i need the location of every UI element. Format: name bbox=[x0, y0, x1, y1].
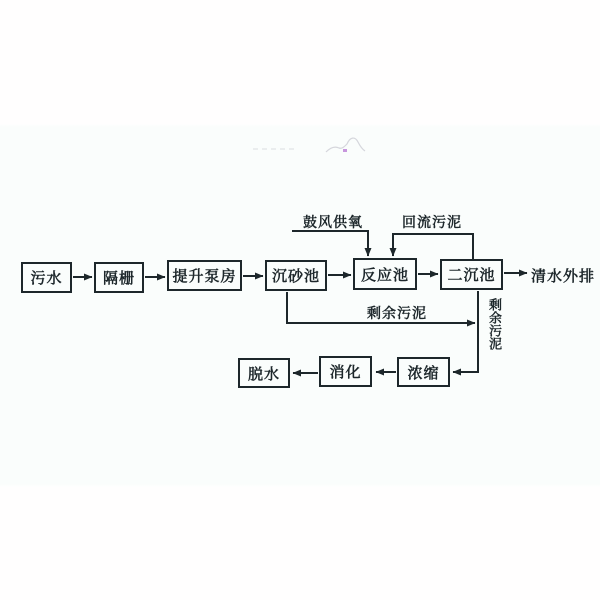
label-clean-water-outfall: 清水外排 bbox=[531, 267, 596, 285]
box-secondary-clarifier: 二沉池 bbox=[440, 259, 503, 290]
watermark-artifact bbox=[253, 138, 365, 152]
connector-clarifier-sludge-to-thickening bbox=[453, 291, 478, 372]
box-thickening: 浓缩 bbox=[397, 357, 450, 387]
box-grit-chamber: 沉砂池 bbox=[265, 260, 327, 291]
label-excess-sludge: 剩余污泥 bbox=[367, 306, 427, 322]
box-dewatering: 脱水 bbox=[238, 358, 290, 388]
box-lift-pump-station: 提升泵房 bbox=[167, 260, 242, 291]
label-return-sludge: 回流污泥 bbox=[402, 215, 462, 231]
box-digestion: 消化 bbox=[319, 356, 372, 387]
box-sewage: 污水 bbox=[21, 262, 72, 293]
connector-return-sludge bbox=[393, 234, 473, 259]
label-blower-oxygen: 鼓风供氧 bbox=[303, 215, 363, 231]
label-excess-sludge-vertical: 剩余污泥 bbox=[486, 298, 501, 350]
box-reaction-tank: 反应池 bbox=[353, 258, 417, 290]
connector-blower-oxygen bbox=[292, 231, 368, 256]
box-bar-screen: 隔栅 bbox=[94, 262, 144, 293]
